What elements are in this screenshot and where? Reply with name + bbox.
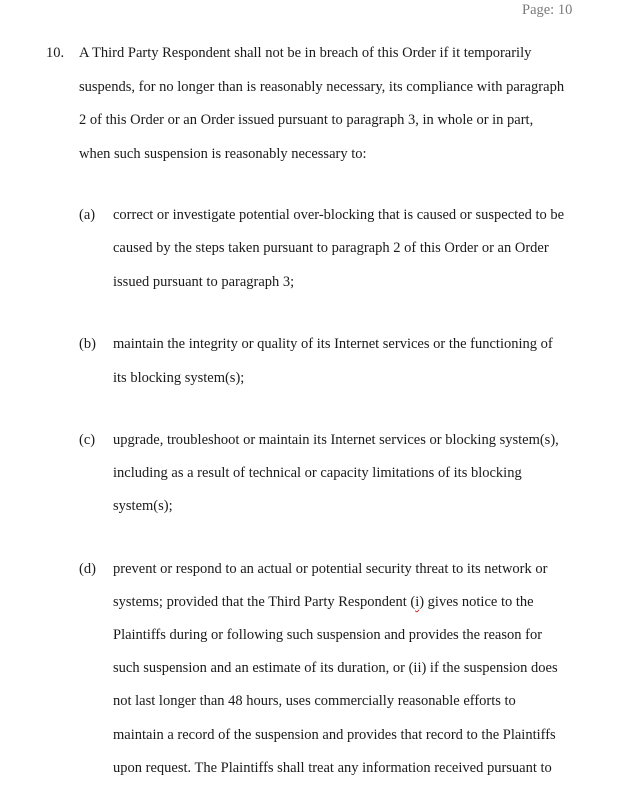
sub-item-line: Plaintiffs during or following such suspension and provides the reason for: [113, 627, 543, 643]
sub-item-line: maintain the integrity or quality of its Internet services or the functioning of: [113, 336, 553, 352]
paragraph-number: 10.: [46, 45, 65, 61]
sub-item-label: (b): [79, 336, 96, 352]
sub-item-line: such suspension and an estimate of its duration, or (ii) if the suspension does: [113, 660, 558, 676]
sub-item-line: its blocking system(s);: [113, 370, 245, 386]
paragraph-line: when such suspension is reasonably necessary to:: [79, 146, 367, 162]
paragraph-line: suspends, for no longer than is reasonably necessary, its compliance with paragraph: [79, 79, 565, 95]
spellcheck-flagged-word[interactable]: i: [415, 594, 420, 610]
sub-item-line: issued pursuant to paragraph 3;: [113, 274, 295, 290]
sub-item-line: caused by the steps taken pursuant to paragraph 2 of this Order or an Order: [113, 240, 549, 256]
sub-item-line: not last longer than 48 hours, uses commercially reasonable efforts to: [113, 693, 516, 709]
sub-item-line: system(s);: [113, 498, 173, 514]
sub-item-line: upon request. The Plaintiffs shall treat any information received pursuant to: [113, 760, 552, 776]
sub-item-line: [113, 593, 534, 611]
page-number: Page: 10: [522, 2, 573, 18]
sub-item-line: correct or investigate potential over-blocking that is caused or suspected to be: [113, 207, 565, 223]
text-segment: ) gives notice to the: [419, 594, 534, 610]
sub-item-line: including as a result of technical or capacity limitations of its blocking: [113, 465, 522, 481]
sub-item-line: prevent or respond to an actual or potential security threat to its network or: [113, 561, 548, 577]
sub-item-label: (a): [79, 207, 96, 223]
sub-item-line: maintain a record of the suspension and provides that record to the Plaintiffs: [113, 727, 556, 743]
sub-item-label: (d): [79, 561, 96, 577]
paragraph-line: 2 of this Order or an Order issued pursuant to paragraph 3, in whole or in part,: [79, 112, 534, 128]
sub-item-label: (c): [79, 432, 96, 448]
paragraph-line: A Third Party Respondent shall not be in breach of this Order if it temporarily: [79, 45, 532, 61]
text-segment: systems; provided that the Third Party Respondent (: [113, 594, 416, 610]
sub-item-line: upgrade, troubleshoot or maintain its Internet services or blocking system(s),: [113, 432, 559, 448]
